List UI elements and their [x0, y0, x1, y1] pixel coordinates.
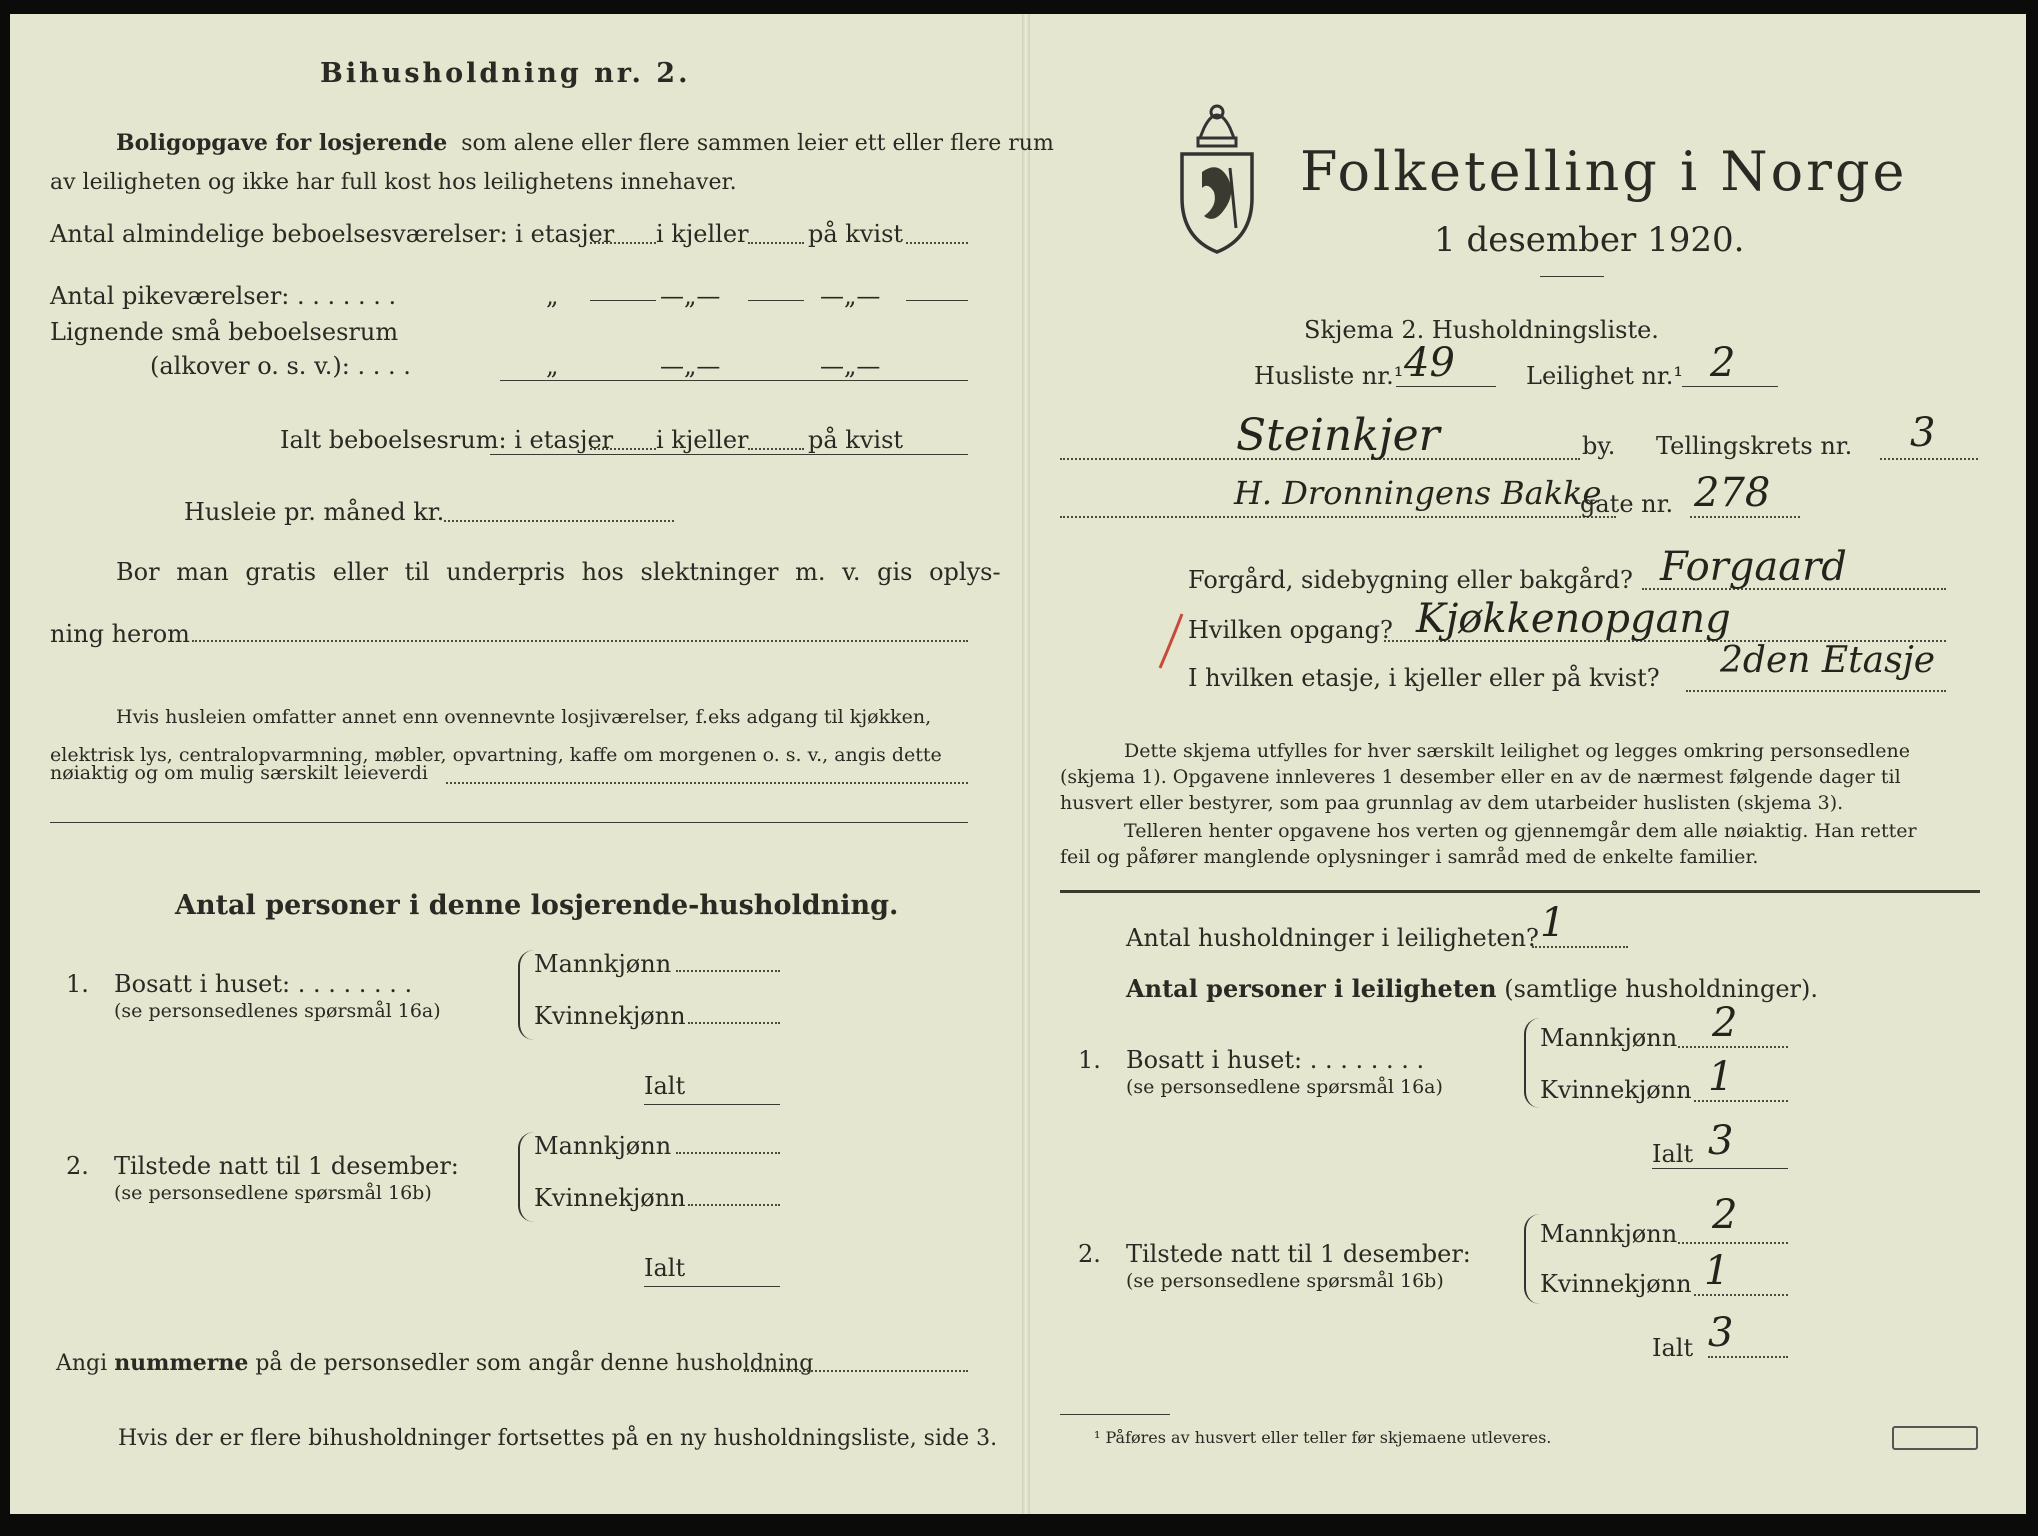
husliste-field	[1396, 386, 1496, 387]
left-persons-heading: Antal personer i denne losjerende-husholdning.	[175, 890, 899, 921]
right-q2-note: (se personsedlene spørsmål 16b)	[1126, 1270, 1444, 1292]
left-q1-ialt-field	[644, 1104, 780, 1105]
right-q1-brace	[1524, 1018, 1540, 1108]
intro-bold: Boligopgave for losjerende	[116, 130, 448, 156]
right-q1-ialt-label: Ialt	[1652, 1140, 1694, 1168]
left-q2-brace	[518, 1132, 534, 1222]
right-q2-brace	[1524, 1214, 1540, 1304]
right-q1-note: (se personsedlene spørsmål 16a)	[1126, 1076, 1443, 1098]
right-q2-mann-label: Mannkjønn	[1540, 1220, 1678, 1248]
info-rule	[1060, 890, 1980, 893]
info-line-5: feil og påfører manglende oplysninger i samråd med de enkelte familier.	[1060, 846, 1759, 868]
rooms-etasjer-field	[590, 242, 656, 244]
lign-ditto: „	[546, 352, 559, 380]
pike-kjeller-field	[748, 300, 804, 301]
pike-ditto: „	[546, 282, 559, 310]
hvis-line-3: nøiaktig og om mulig særskilt leieverdi	[50, 762, 428, 784]
ialt-kjeller-label: i kjeller	[656, 426, 749, 454]
right-q1-mann-field	[1678, 1046, 1788, 1048]
page-fold	[1022, 14, 1030, 1514]
left-title: Bihusholdning nr. 2.	[320, 58, 691, 89]
lign-label-1: Lignende små beboelsesrum	[50, 318, 399, 346]
leilighet-field	[1682, 386, 1778, 387]
rooms-kjeller-label: i kjeller	[656, 220, 749, 248]
right-title: Folketelling i Norge	[1300, 140, 1908, 203]
info-line-2: (skjema 1). Opgavene innleveres 1 desember eller en av de nærmest følgende dager til	[1060, 766, 1901, 788]
right-q2-num: 2.	[1078, 1240, 1101, 1268]
gate-nr-field	[1690, 516, 1800, 518]
hvis-line-2: elektrisk lys, centralopvarmning, møbler, opvartning, kaffe om morgenen o. s. v., angis dette	[50, 744, 942, 766]
left-q1-num: 1.	[66, 970, 89, 998]
left-q2-num: 2.	[66, 1152, 89, 1180]
right-q1-mann-label: Mannkjønn	[1540, 1024, 1678, 1052]
krets-value: 3	[1910, 410, 1936, 456]
right-date: 1 desember 1920.	[1434, 220, 1745, 260]
left-q2-ialt-label: Ialt	[644, 1254, 686, 1282]
krets-label: Tellingskrets nr.	[1656, 432, 1853, 460]
hush-value: 1	[1540, 900, 1566, 946]
red-check-mark-icon	[1154, 610, 1188, 672]
gate-field	[1060, 516, 1616, 518]
right-q1-ialt-value: 3	[1708, 1118, 1734, 1164]
coat-of-arms-icon	[1174, 98, 1260, 256]
printer-stamp	[1892, 1426, 1978, 1450]
ialt-kjeller-field	[748, 448, 804, 450]
etasje-label: I hvilken etasje, i kjeller eller på kvist?	[1188, 664, 1660, 692]
left-q2-note: (se personsedlene spørsmål 16b)	[114, 1182, 432, 1204]
opgang-value: Kjøkkenopgang	[1416, 596, 1731, 642]
persons-rest: (samtlige husholdninger).	[1504, 975, 1819, 1003]
ialt-etasjer-field	[590, 448, 656, 450]
by-label: by.	[1582, 432, 1616, 460]
left-q2-label: Tilstede natt til 1 desember:	[114, 1152, 459, 1180]
footnote-rule	[1060, 1414, 1170, 1415]
angi-field	[744, 1370, 968, 1372]
pike-dash-ditto-2: —„—	[820, 282, 881, 310]
footnote: ¹ Påføres av husvert eller teller før skjemaene utleveres.	[1094, 1428, 1552, 1447]
right-q2-kvinne-field	[1694, 1294, 1788, 1296]
right-q2-kvinne-value: 1	[1704, 1248, 1730, 1294]
forgard-value: Forgaard	[1660, 544, 1847, 590]
krets-field	[1880, 458, 1978, 460]
right-q1-ialt-field	[1652, 1168, 1788, 1169]
title-rule	[1540, 276, 1604, 277]
left-q2-ialt-field	[644, 1286, 780, 1287]
right-q1-kvinne-value: 1	[1708, 1054, 1734, 1100]
leilighet-label: Leilighet nr.¹	[1526, 362, 1684, 390]
lign-dash-ditto-1: —„—	[660, 352, 721, 380]
persons-bold: Antal personer i leiligheten	[1126, 974, 1497, 1003]
left-q1-brace	[518, 950, 534, 1040]
lign-label-2: (alkover o. s. v.): . . . .	[150, 352, 411, 380]
lign-field-line	[500, 380, 968, 381]
husliste-label: Husliste nr.¹	[1254, 362, 1404, 390]
left-q2-kvinne-field	[688, 1204, 780, 1206]
gratis-field	[192, 640, 968, 642]
etasje-field	[1686, 690, 1946, 692]
left-q2-mann-label: Mannkjønn	[534, 1132, 672, 1160]
right-q1-kvinne-field	[1694, 1100, 1788, 1102]
opgang-label: Hvilken opgang?	[1188, 616, 1393, 644]
angi-pre: Angi	[56, 1351, 108, 1376]
skjema-label: Skjema 2. Husholdningsliste.	[1304, 316, 1659, 344]
right-q2-ialt-field	[1708, 1356, 1788, 1358]
right-q2-label: Tilstede natt til 1 desember:	[1126, 1240, 1471, 1268]
by-value: Steinkjer	[1236, 410, 1440, 461]
gate-nr-value: 278	[1694, 470, 1771, 516]
left-footer: Hvis der er flere bihusholdninger fortsettes på en ny husholdningsliste, side 3.	[118, 1426, 998, 1451]
ialt-kvist-label: på kvist	[808, 426, 904, 454]
left-q1-mann-label: Mannkjønn	[534, 950, 672, 978]
left-q1-note: (se personsedlenes spørsmål 16a)	[114, 1000, 441, 1022]
right-q1-num: 1.	[1078, 1046, 1101, 1074]
etasje-value: 2den Etasje	[1720, 640, 1936, 681]
ialt-rooms-label: Ialt beboelsesrum: i etasjer	[280, 426, 614, 454]
right-q1-mann-value: 2	[1712, 1000, 1738, 1046]
pike-label: Antal pikeværelser: . . . . . . .	[50, 282, 397, 310]
gratis-line-2: ning herom	[50, 620, 190, 648]
rooms-label: Antal almindelige beboelsesværelser: i etasjer	[50, 220, 615, 248]
left-q1-mann-field	[676, 970, 780, 972]
husleie-field	[444, 520, 674, 522]
left-q1-kvinne-field	[688, 1022, 780, 1024]
hvis-line-1: Hvis husleien omfatter annet enn ovennevnte losjiværelser, f.eks adgang til kjøkken,	[116, 706, 932, 728]
angi-bold: nummerne	[114, 1350, 249, 1376]
right-q1-label: Bosatt i huset: . . . . . . . .	[1126, 1046, 1425, 1074]
persons-line	[1126, 974, 1818, 1003]
gate-value: H. Dronningens Bakke	[1234, 474, 1602, 512]
right-q2-mann-field	[1678, 1242, 1788, 1244]
husliste-value: 49	[1404, 340, 1455, 386]
left-q1-kvinne-label: Kvinnekjønn	[534, 1002, 686, 1030]
right-q1-kvinne-label: Kvinnekjønn	[1540, 1076, 1692, 1104]
forgard-label: Forgård, sidebygning eller bakgård?	[1188, 566, 1633, 594]
intro-rest: som alene eller flere sammen leier ett eller flere rum	[461, 131, 1054, 156]
leilighet-value: 2	[1710, 340, 1736, 386]
rooms-kvist-field	[906, 242, 968, 244]
info-line-1: Dette skjema utfylles for hver særskilt leilighet og legges omkring personsedlene	[1124, 740, 1910, 762]
info-line-3: husvert eller bestyrer, som paa grunnlag av dem utarbeider huslisten (skjema 3).	[1060, 792, 1844, 814]
pike-etasjer-field	[590, 300, 656, 301]
right-q2-kvinne-label: Kvinnekjønn	[1540, 1270, 1692, 1298]
gate-label: gate nr.	[1580, 490, 1674, 518]
left-q1-label: Bosatt i huset: . . . . . . . .	[114, 970, 413, 998]
left-q2-kvinne-label: Kvinnekjønn	[534, 1184, 686, 1212]
hush-field	[1532, 946, 1628, 948]
pike-kvist-field	[906, 300, 968, 301]
left-q2-mann-field	[676, 1152, 780, 1154]
gratis-line-1: Bor man gratis eller til underpris hos slektninger m. v. gis oplys-	[116, 558, 1001, 586]
hvis-field-1	[446, 782, 968, 784]
lign-dash-ditto-2: —„—	[820, 352, 881, 380]
right-q2-ialt-value: 3	[1708, 1310, 1734, 1356]
husleie-label: Husleie pr. måned kr.	[184, 498, 445, 526]
pike-dash-ditto-1: —„—	[660, 282, 721, 310]
rooms-kjeller-field	[748, 242, 804, 244]
ialt-rooms-underline	[490, 454, 968, 455]
angi-rest: på de personsedler som angår denne husholdning	[255, 1351, 814, 1376]
right-q2-ialt-label: Ialt	[1652, 1334, 1694, 1362]
rooms-kvist-label: på kvist	[808, 220, 904, 248]
info-line-4: Telleren henter opgavene hos verten og gjennemgår dem alle nøiaktig. Han retter	[1124, 820, 1917, 842]
intro-line-2: av leiligheten og ikke har full kost hos leilighetens innehaver.	[50, 170, 737, 195]
left-q1-ialt-label: Ialt	[644, 1072, 686, 1100]
hvis-field-2	[50, 822, 968, 823]
angi-line	[56, 1350, 813, 1376]
right-q2-mann-value: 2	[1712, 1192, 1738, 1238]
hush-label: Antal husholdninger i leiligheten?	[1126, 924, 1539, 952]
intro-line-1	[116, 130, 1054, 156]
